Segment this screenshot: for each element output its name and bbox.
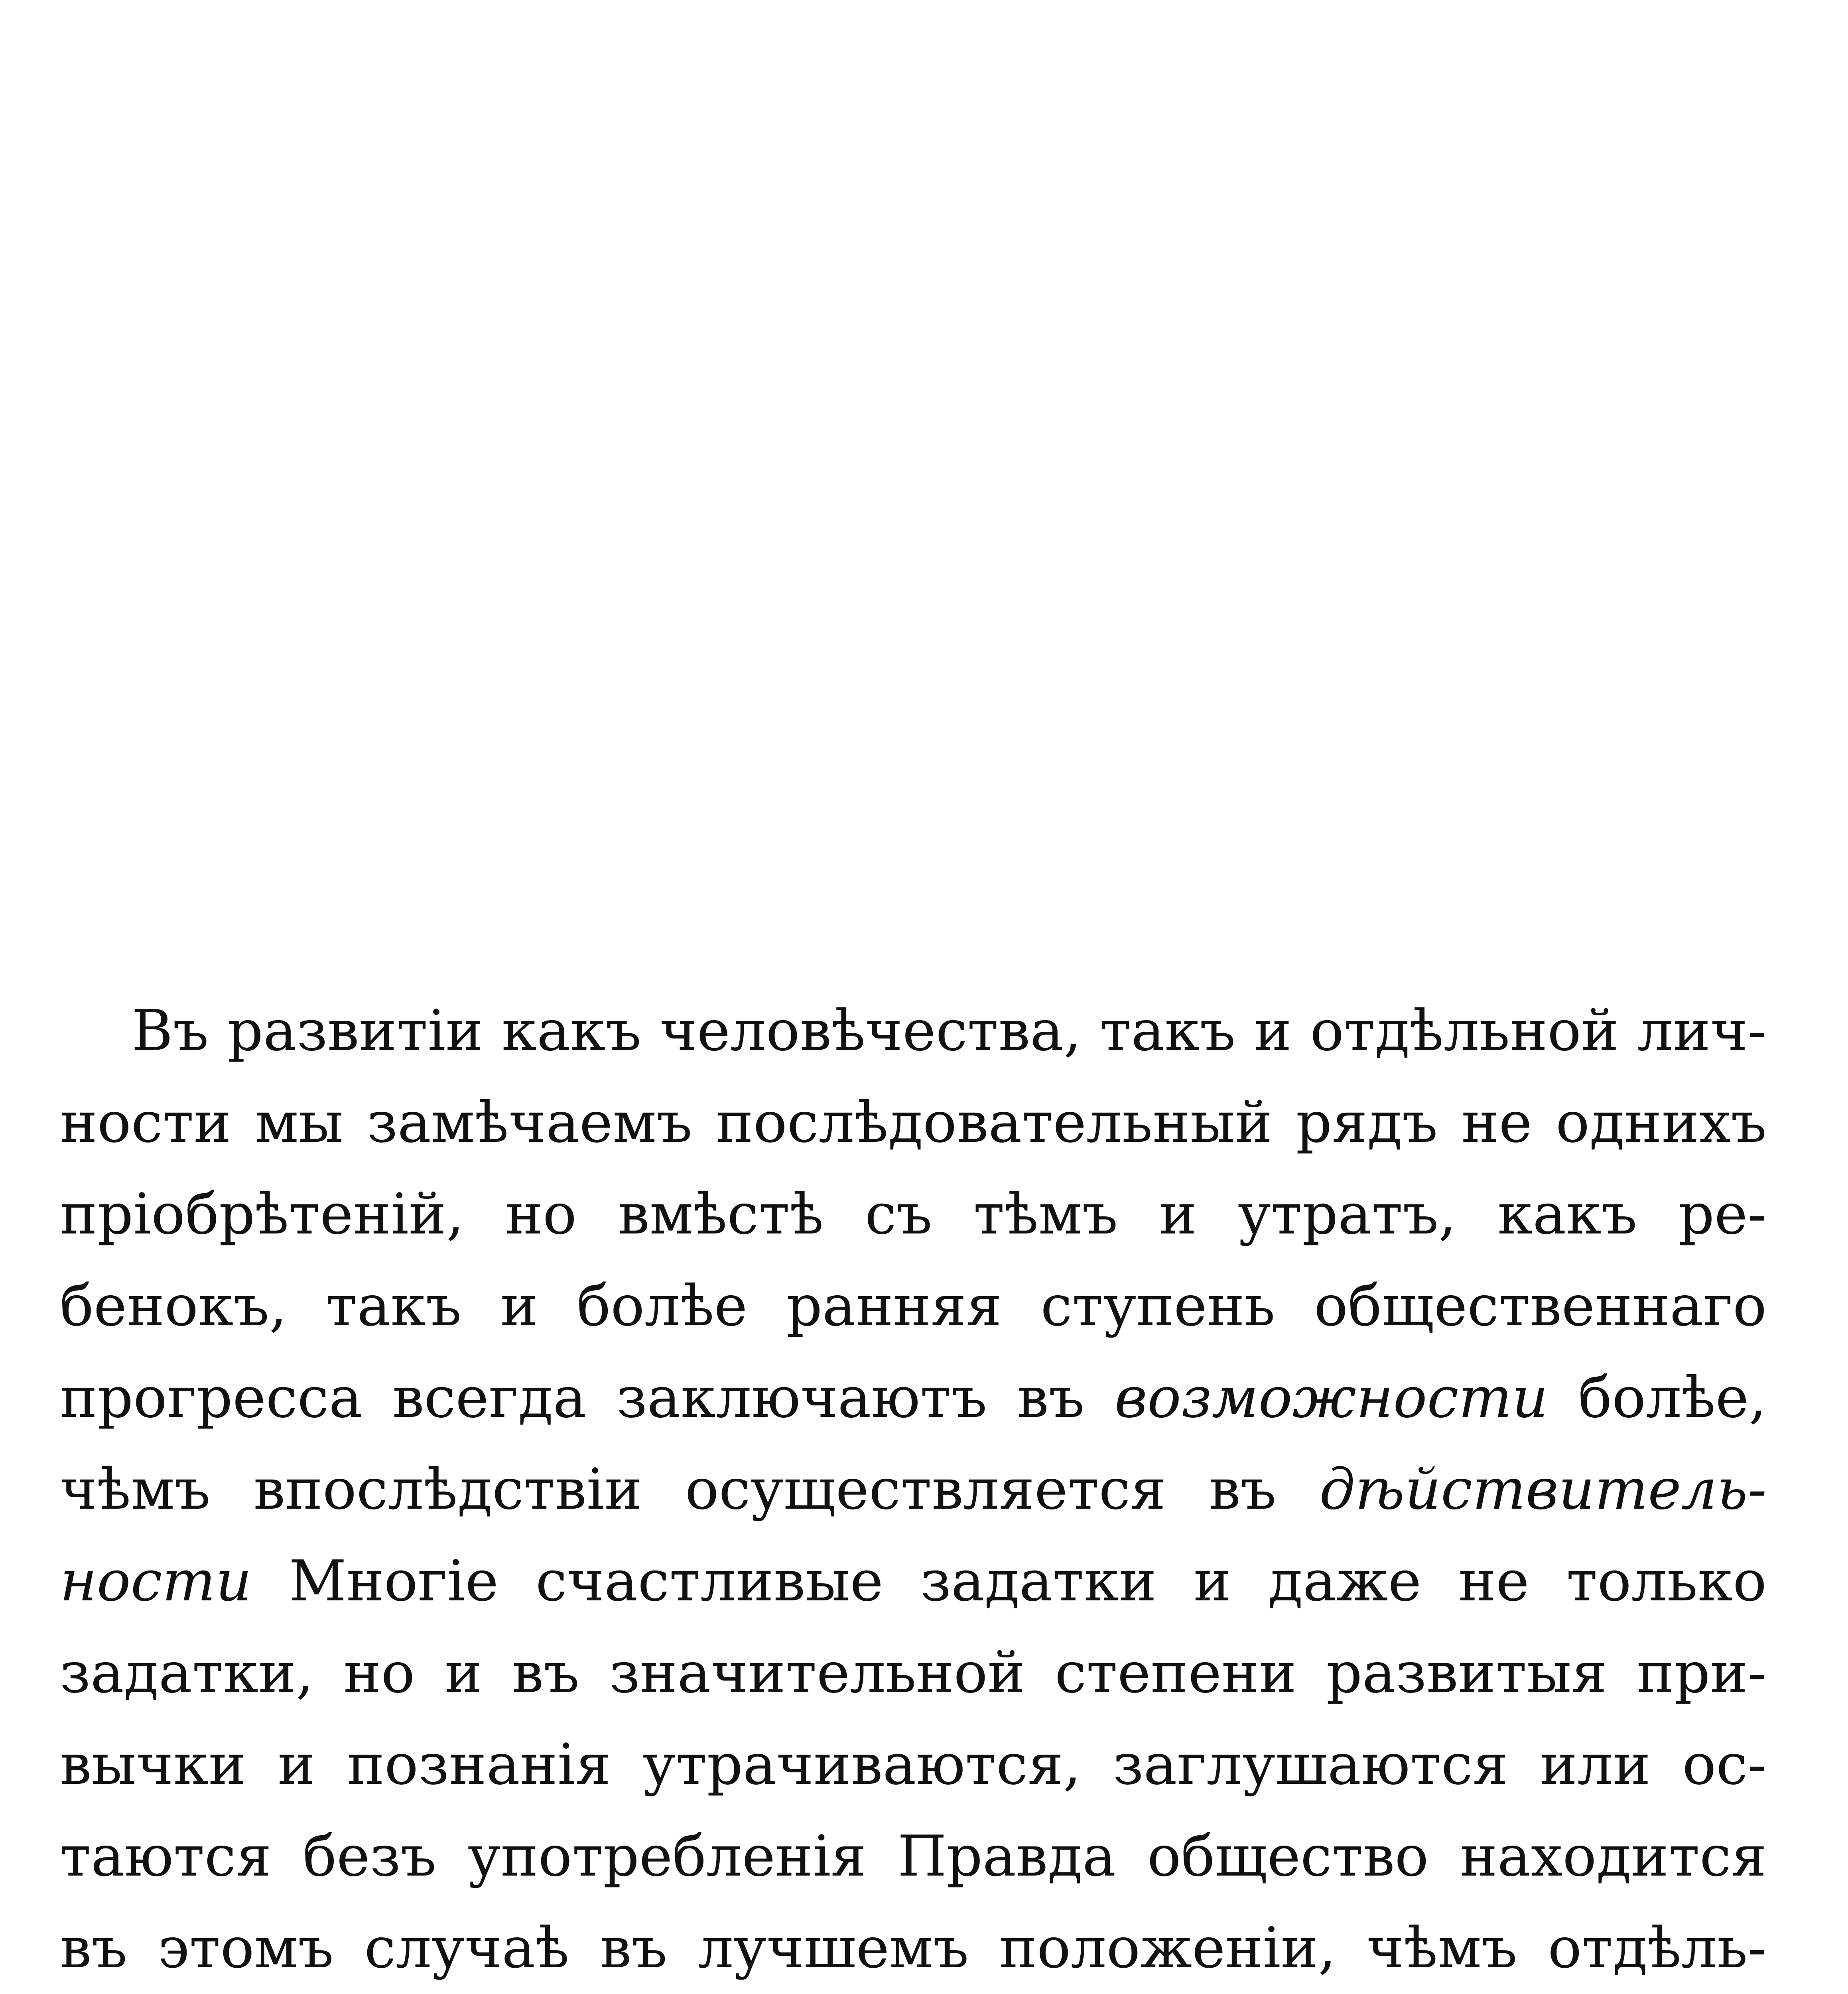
italic-phrase: ности (60, 1549, 252, 1614)
text-line (60, 1352, 1767, 1444)
text-line (60, 1444, 1767, 1535)
text-run: Въ развитіи какъ человѣчества, такъ и отдѣльной лич- (132, 998, 1767, 1064)
text-line (60, 1077, 1767, 1168)
text-line (60, 1811, 1767, 1902)
text-run: Многіе счастливые задатки и даже не только (252, 1549, 1767, 1614)
text-run: пріобрѣтеній, но вмѣстѣ съ тѣмъ и утратъ, какъ ре- (60, 1182, 1767, 1247)
text-run: бенокъ, такъ и болѣе ранняя ступень общественнаго (60, 1273, 1767, 1339)
text-line (132, 985, 1767, 1077)
text-run: въ этомъ случаѣ въ лучшемъ положеніи, чѣмъ отдѣль- (60, 1915, 1767, 1981)
italic-phrase: возможности (1114, 1365, 1549, 1430)
text-run: вычки и познанія утрачиваются, заглушаются или ос- (60, 1732, 1767, 1797)
text-line (60, 1260, 1767, 1352)
italic-phrase: дѣйствитель- (1319, 1457, 1767, 1522)
text-line (60, 1627, 1767, 1719)
text-run: таются безъ употребленія Правда общество находится (60, 1824, 1767, 1889)
text-line (60, 1168, 1767, 1260)
text-run: ности мы замѣчаемъ послѣдовательный рядъ не однихъ (60, 1090, 1767, 1155)
text-line (60, 1535, 1767, 1627)
text-run: болѣе, (1548, 1365, 1767, 1430)
text-run: задатки, но и въ значительной степени развитыя при- (60, 1640, 1767, 1706)
text-line (60, 1719, 1767, 1811)
text-run: прогресса всегда заключаютъ въ (60, 1365, 1115, 1430)
text-run: чѣмъ впослѣдствіи осуществляется въ (60, 1457, 1320, 1522)
text-line (60, 1902, 1767, 1994)
